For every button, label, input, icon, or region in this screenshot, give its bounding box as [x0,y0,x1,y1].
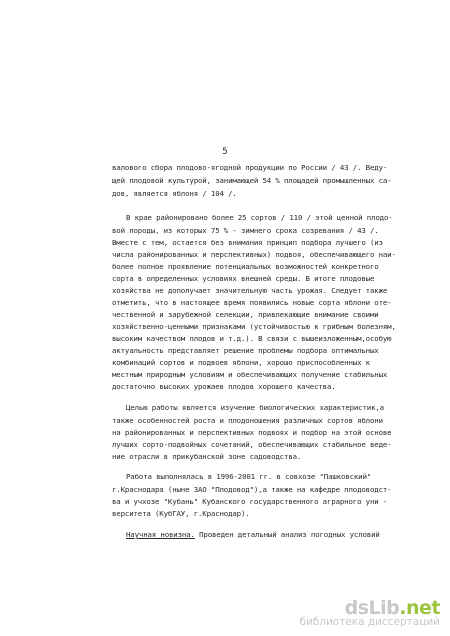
text-line-23: ние отрасли в прикубанской зоне садоводства. [112,452,302,461]
text-line-21: на районированных и перспективных подвоях и подбор на этой основе [112,428,392,437]
watermark-logo-suffix: .net [399,597,440,619]
text-line-2: щей плодовой культурой, занимающей 54 % площадей промышленных са- [112,176,392,185]
text-line-19: Целью работы является изучение биологических характеристик,а [126,403,384,412]
text-line-25: г.Краснодара (ныне ЗАО "Плодовод"),а также на кафедре плодоводст- [112,485,392,494]
scientific-novelty-text: Проведен детальный анализ погодных условий [199,530,380,539]
watermark [299,597,440,628]
text-line-18: достаточно высоких урожаев плодов хорошего качества. [112,382,336,391]
watermark-caption: библиотека диссертаций [299,616,440,628]
text-line-5: вой породы, из которых 75 % - зимнего срока созревания / 43 /. [112,226,379,235]
text-line-27: верситета (КубГАУ, г.Краснодар). [112,509,250,518]
text-line-14: высоким качеством плодов и т.д.). В связи с вышеизложенным,особую [112,334,392,343]
text-line-20: также особенностей роста и плодоношения различных сортов яблони [112,416,383,425]
watermark-logo-main: dsLib [344,597,400,619]
text-line-3: дов, является яблоня / 104 /. [112,189,237,198]
text-line-4: В крае районировано более 25 сортов / 110 / этой ценной плодо- [126,213,393,222]
text-line-26: ва и учхозе "Кубань" Кубанского государственного аграрного уни - [112,497,388,506]
scientific-novelty-heading: Научная новизна. [126,530,195,539]
text-line-28 [126,530,380,539]
text-line-22: лучших сорто-подвойных сочетаний, обеспечивающих стабильное веде- [112,440,392,449]
text-line-16: комбинаций сортов и подвоев яблони, хорошо приспособленных к [112,358,370,367]
text-line-7: числа районированных и перспективных) подвоя, обеспечивающего наи- [112,250,396,259]
text-line-11: отметить, что в настоящее время появились новые сорта яблони оте- [112,298,392,307]
text-line-13: хозяйственно-ценными признаками (устойчивостью к грибным болезням, [112,322,396,331]
text-line-9: сорта в определенных условиях внешней среды. В итоге плодовые [112,274,375,283]
text-line-6: Вместе с тем, остается без внимания принцип подбора лучшего (из [112,238,383,247]
text-line-12: чественной и зарубежной селекции, привлекающие внимание своими [112,310,379,319]
text-line-8: более полное проявление потенциальных возможностей конкретного [112,262,379,271]
text-line-24: Работа выполнялась в 1996-2001 гг. в совхозе "Пашковский" [126,472,372,481]
text-line-10: хозяйства не дополучает значительную часть урожая. Следует также [112,286,388,295]
text-line-1: валового сбора плодово-ягодной продукции по России / 43 /. Веду- [112,163,388,172]
text-line-17: местным природным условиям и обеспечивающих получение стабильных [112,370,388,379]
text-line-15: актуальность представляет решение проблемы подбора оптимальных [112,346,379,355]
page-number: 5 [222,147,228,157]
